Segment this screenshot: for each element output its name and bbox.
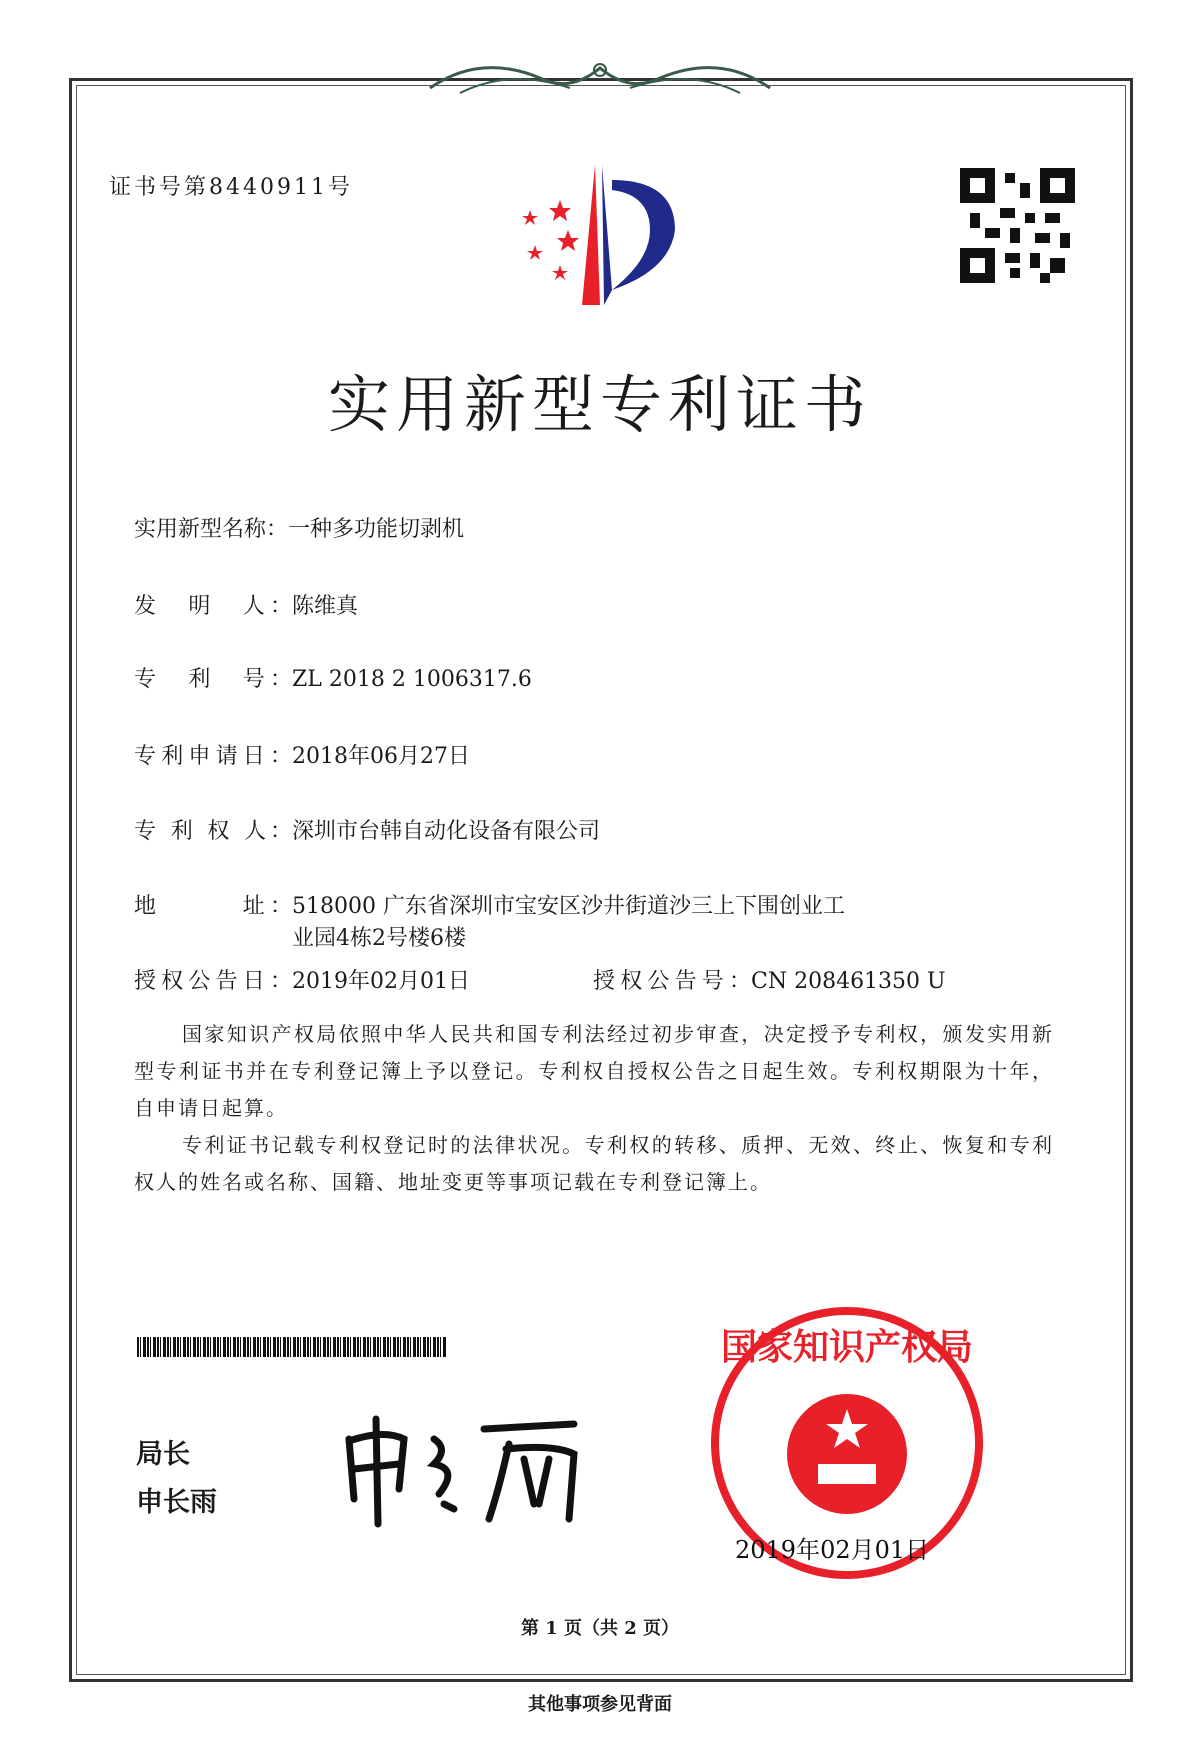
field-value: ZL 2018 2 1006317.6 xyxy=(292,667,532,692)
field-label: 发 明 人： xyxy=(134,594,292,619)
field-label: 专 利 权 人： xyxy=(134,819,292,844)
field-application-date xyxy=(134,739,470,770)
field-utility-model-name xyxy=(134,512,464,543)
field-address-line2: 业园4栋2号楼6楼 xyxy=(292,926,466,951)
field-value: 2018年06月27日 xyxy=(292,744,470,769)
field-value: 518000 广东省深圳市宝安区沙井街道沙三上下围创业工 xyxy=(292,894,845,919)
signatory-title: 局长 xyxy=(136,1439,190,1470)
statement-paragraph-2: 专利证书记载专利权登记时的法律状况。专利权的转移、质押、无效、终止、恢复和专利权人的姓名或名称、国籍、地址变更等事项记载在专利登记簿上。 xyxy=(134,1133,1054,1194)
handwritten-signature xyxy=(334,1409,594,1529)
qr-code xyxy=(960,167,1075,284)
page-indicator: 第 1 页（共 2 页） xyxy=(520,1618,680,1639)
field-label: 授权公告日： xyxy=(134,969,292,994)
certificate-number: 证书号第8440911号 xyxy=(109,175,353,200)
field-label: 专利申请日： xyxy=(134,744,292,769)
field-patentee xyxy=(134,814,600,845)
field-value: 深圳市台韩自动化设备有限公司 xyxy=(292,819,601,844)
field-label: 地 址： xyxy=(134,894,292,919)
seal-text: 国家知识产权局 xyxy=(720,1327,974,1368)
field-address xyxy=(134,889,845,920)
field-label: 实用新型名称： xyxy=(134,517,289,542)
field-grant-publication-number xyxy=(593,964,946,995)
field-value: CN 208461350 U xyxy=(751,969,946,994)
field-value: 2019年02月01日 xyxy=(292,969,470,994)
seal-date: 2019年02月01日 xyxy=(735,1536,930,1564)
field-value: 陈维真 xyxy=(292,594,359,619)
statement-paragraph-1: 国家知识产权局依照中华人民共和国专利法经过初步审查，决定授予专利权，颁发实用新型专利证书并在专利登记簿上予以登记。专利权自授权公告之日起生效。专利权期限为十年，自申请日起算。 xyxy=(134,1022,1054,1120)
field-grant-date xyxy=(134,964,470,995)
signatory-name: 申长雨 xyxy=(136,1487,217,1518)
footer-note: 其他事项参见背面 xyxy=(528,1694,672,1715)
field-label: 专 利 号： xyxy=(134,667,292,692)
field-value: 一种多功能切剥机 xyxy=(288,517,465,542)
barcode xyxy=(137,1337,447,1357)
field-inventor xyxy=(134,589,358,620)
field-patent-number xyxy=(134,662,532,693)
ornament-top xyxy=(420,48,780,108)
certificate-title: 实用新型专利证书 xyxy=(327,368,872,441)
field-label: 授权公告号： xyxy=(593,969,751,994)
cnipa-logo-icon xyxy=(500,160,690,310)
